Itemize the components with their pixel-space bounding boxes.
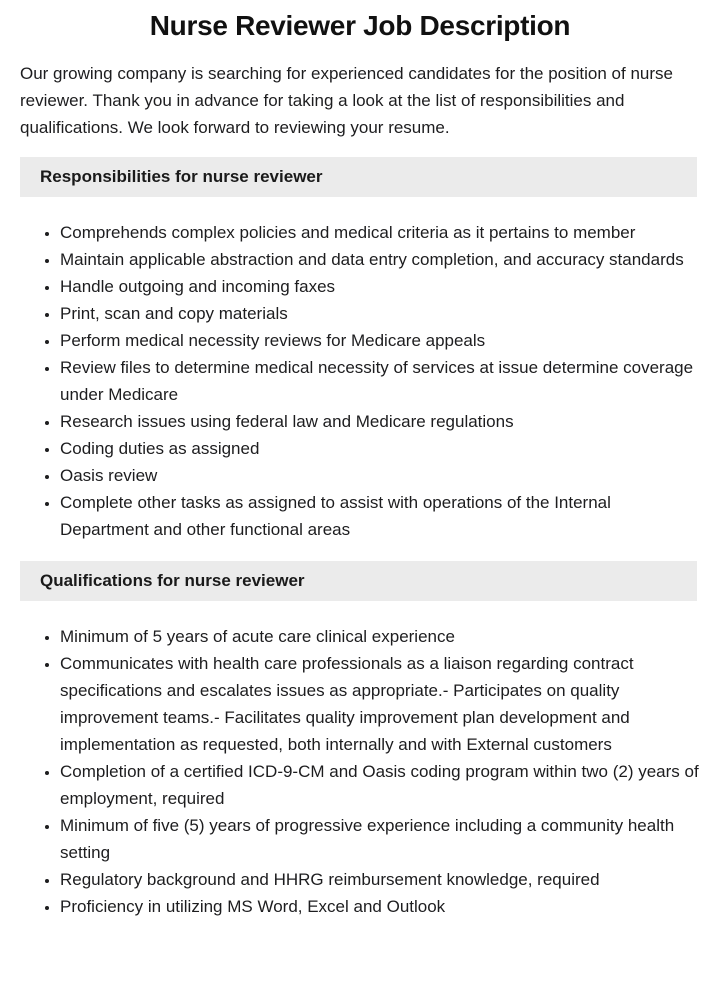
list-item: • Perform medical necessity reviews for Medicare appeals bbox=[60, 327, 700, 354]
list-item: • Regulatory background and HHRG reimbursement knowledge, required bbox=[60, 866, 700, 893]
page-title: Nurse Reviewer Job Description bbox=[149, 10, 571, 41]
list-item: • Minimum of five (5) years of progressive experience including a community health setting bbox=[60, 812, 700, 866]
list-item: • Maintain applicable abstraction and data entry completion, and accuracy standards bbox=[60, 246, 700, 273]
section-heading: Responsibilities for nurse reviewer bbox=[20, 157, 697, 197]
list-item: • Comprehends complex policies and medical criteria as it pertains to member bbox=[60, 219, 700, 246]
list-item: • Communicates with health care professionals as a liaison regarding contract specifications and escalates issues as appropriate.- Participates on quality improvement teams.- Facilitates quality improvement plan development and implementation as requested, both internally and with External customers bbox=[60, 650, 700, 758]
list-item: • Handle outgoing and incoming faxes bbox=[60, 273, 700, 300]
list-item: • Completion of a certified ICD-9-CM and Oasis coding program within two (2) years of employment, required bbox=[60, 758, 700, 812]
intro-paragraph: Our growing company is searching for experienced candidates for the position of nurse reviewer. Thank you in advance for taking a look at the list of responsibilities and qualifications. We look forward to reviewing your resume. bbox=[20, 64, 673, 137]
list-item: • Print, scan and copy materials bbox=[60, 300, 700, 327]
section bbox=[20, 157, 700, 543]
section bbox=[20, 561, 700, 920]
list-item: • Review files to determine medical necessity of services at issue determine coverage under Medicare bbox=[60, 354, 700, 408]
list-item: • Complete other tasks as assigned to assist with operations of the Internal Department and other functional areas bbox=[60, 489, 700, 543]
list-item: • Oasis review bbox=[60, 462, 700, 489]
section-heading: Qualifications for nurse reviewer bbox=[20, 561, 697, 601]
list-item: • Coding duties as assigned bbox=[60, 435, 700, 462]
section-list bbox=[20, 623, 700, 920]
job-description-page bbox=[0, 8, 720, 920]
list-item: • Research issues using federal law and Medicare regulations bbox=[60, 408, 700, 435]
sections-container bbox=[20, 157, 700, 920]
section-list bbox=[20, 219, 700, 543]
list-item: • Proficiency in utilizing MS Word, Excel and Outlook bbox=[60, 893, 700, 920]
list-item: • Minimum of 5 years of acute care clinical experience bbox=[60, 623, 700, 650]
